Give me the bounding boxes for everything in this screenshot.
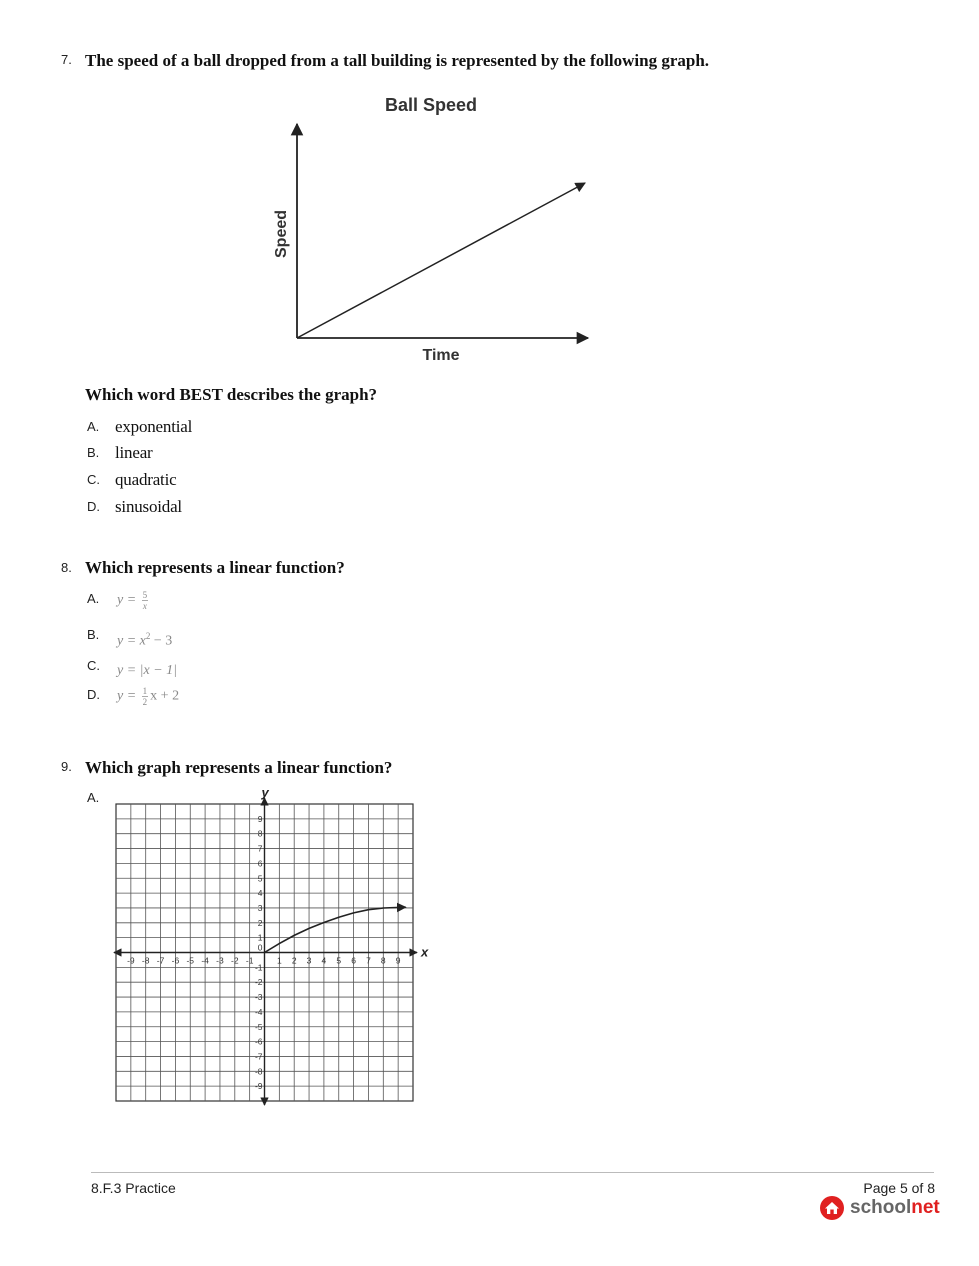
- chart7-ylabel: Speed: [273, 209, 290, 259]
- q8-d-fraction: [142, 686, 149, 707]
- ball-speed-chart: [250, 88, 610, 368]
- coordinate-grid-chart[interactable]: [108, 788, 433, 1108]
- x-tick-label: -7: [156, 955, 165, 966]
- x-tick-label: -1: [245, 955, 254, 966]
- y-tick-label: -2: [254, 977, 263, 988]
- chart7-xlabel: Time: [422, 347, 460, 364]
- x-tick-label: 2: [291, 955, 297, 966]
- q8-d-num: 1: [142, 686, 148, 696]
- q8-number: 8.: [61, 560, 72, 575]
- q8-choice-b[interactable]: [117, 631, 172, 650]
- q8-a-lhs: y =: [117, 592, 137, 608]
- x-axis-label: x: [421, 944, 429, 960]
- y-tick-label: -9: [254, 1081, 263, 1092]
- q8-d-lhs: y =: [117, 688, 137, 704]
- x-tick-label: 4: [321, 955, 327, 966]
- q8-choice-a[interactable]: [117, 590, 150, 611]
- q8-d-rest: x + 2: [150, 688, 180, 704]
- y-tick-label: 6: [257, 858, 263, 869]
- x-tick-label: -2: [231, 955, 239, 966]
- x-tick-label: 8: [380, 955, 386, 966]
- y-tick-label: -4: [254, 1006, 263, 1017]
- q8-choice-a-letter: A.: [87, 591, 100, 606]
- q7-choice-a[interactable]: exponential: [115, 417, 193, 436]
- x-tick-label: 9: [395, 955, 401, 966]
- logo-accent: net: [911, 1197, 940, 1218]
- y-tick-label: -5: [254, 1021, 263, 1032]
- y-tick-label: -1: [254, 962, 263, 973]
- schoolnet-logo: [819, 1194, 940, 1222]
- x-tick-label: 3: [306, 955, 312, 966]
- q7-choice-d[interactable]: sinusoidal: [115, 497, 182, 516]
- q8-a-fraction: [142, 590, 149, 611]
- q8-b-lhs: y =: [117, 633, 137, 649]
- x-tick-label: 7: [366, 955, 371, 966]
- q8-choice-b-letter: B.: [87, 627, 100, 642]
- q8-c-lhs: y =: [117, 663, 137, 678]
- q7-choice-a-letter: A.: [87, 419, 100, 434]
- x-tick-label: -6: [171, 955, 180, 966]
- x-tick-label: -9: [127, 955, 135, 966]
- y-tick-label: -3: [254, 992, 263, 1003]
- q8-b-base: x: [139, 633, 146, 649]
- footer-title: 8.F.3 Practice: [91, 1180, 176, 1196]
- q8-choice-d-letter: D.: [87, 687, 100, 702]
- x-tick-label: -4: [201, 955, 209, 966]
- q8-choice-d[interactable]: [117, 686, 179, 707]
- y-tick-label: 1: [257, 932, 263, 943]
- footer-divider: [91, 1172, 934, 1173]
- q7-number: 7.: [61, 52, 72, 67]
- y-tick-label: 9: [257, 813, 263, 824]
- q8-a-den: x: [142, 601, 147, 611]
- q7-choice-b-letter: B.: [87, 445, 100, 460]
- q8-text: Which represents a linear function?: [85, 558, 345, 577]
- q7-text: The speed of a ball dropped from a tall building is represented by the following graph.: [85, 51, 710, 70]
- y-tick-label: 2: [257, 917, 263, 928]
- y-tick-label: 5: [257, 873, 263, 884]
- page-indicator: Page 5 of 8: [863, 1180, 935, 1196]
- origin-label: 0: [257, 942, 263, 953]
- x-tick-label: -8: [141, 955, 150, 966]
- speed-series-line: [297, 183, 585, 338]
- y-tick-label: -8: [254, 1066, 263, 1077]
- house-logo-icon: [819, 1195, 845, 1221]
- y-axis-label: y: [261, 788, 269, 800]
- q8-d-den: 2: [142, 697, 148, 707]
- y-tick-label: 8: [257, 828, 263, 839]
- logo-main: school: [850, 1197, 912, 1218]
- q9-choice-a-letter: A.: [87, 790, 100, 805]
- x-tick-label: 6: [351, 955, 356, 966]
- x-tick-label: -5: [186, 955, 195, 966]
- y-tick-label: 3: [257, 902, 263, 913]
- q9-text: Which graph represents a linear function?: [85, 758, 393, 777]
- x-tick-label: 5: [336, 955, 342, 966]
- x-tick-label: -3: [216, 955, 224, 966]
- q8-c-abs: |x − 1|: [139, 663, 178, 678]
- q8-choice-c-letter: C.: [87, 658, 100, 673]
- y-tick-label: 7: [257, 843, 263, 854]
- q7-choice-d-letter: D.: [87, 499, 100, 514]
- q7-choice-b[interactable]: linear: [115, 443, 153, 462]
- q8-choice-c[interactable]: [117, 663, 177, 679]
- q7-choice-c-letter: C.: [87, 472, 100, 487]
- q9-number: 9.: [61, 759, 72, 774]
- q8-b-rest: − 3: [153, 633, 173, 649]
- x-tick-label: 1: [276, 955, 282, 966]
- q7-prompt: Which word BEST describes the graph?: [85, 385, 378, 404]
- y-tick-label: 4: [257, 888, 263, 899]
- q8-a-num: 5: [142, 590, 148, 600]
- q8-b-exp: 2: [145, 631, 151, 641]
- q7-choice-c[interactable]: quadratic: [115, 470, 177, 489]
- y-tick-label: -7: [254, 1051, 263, 1062]
- logo-wordmark: [850, 1197, 940, 1219]
- chart7-title: Ball Speed: [384, 95, 478, 115]
- y-tick-label: -6: [254, 1036, 263, 1047]
